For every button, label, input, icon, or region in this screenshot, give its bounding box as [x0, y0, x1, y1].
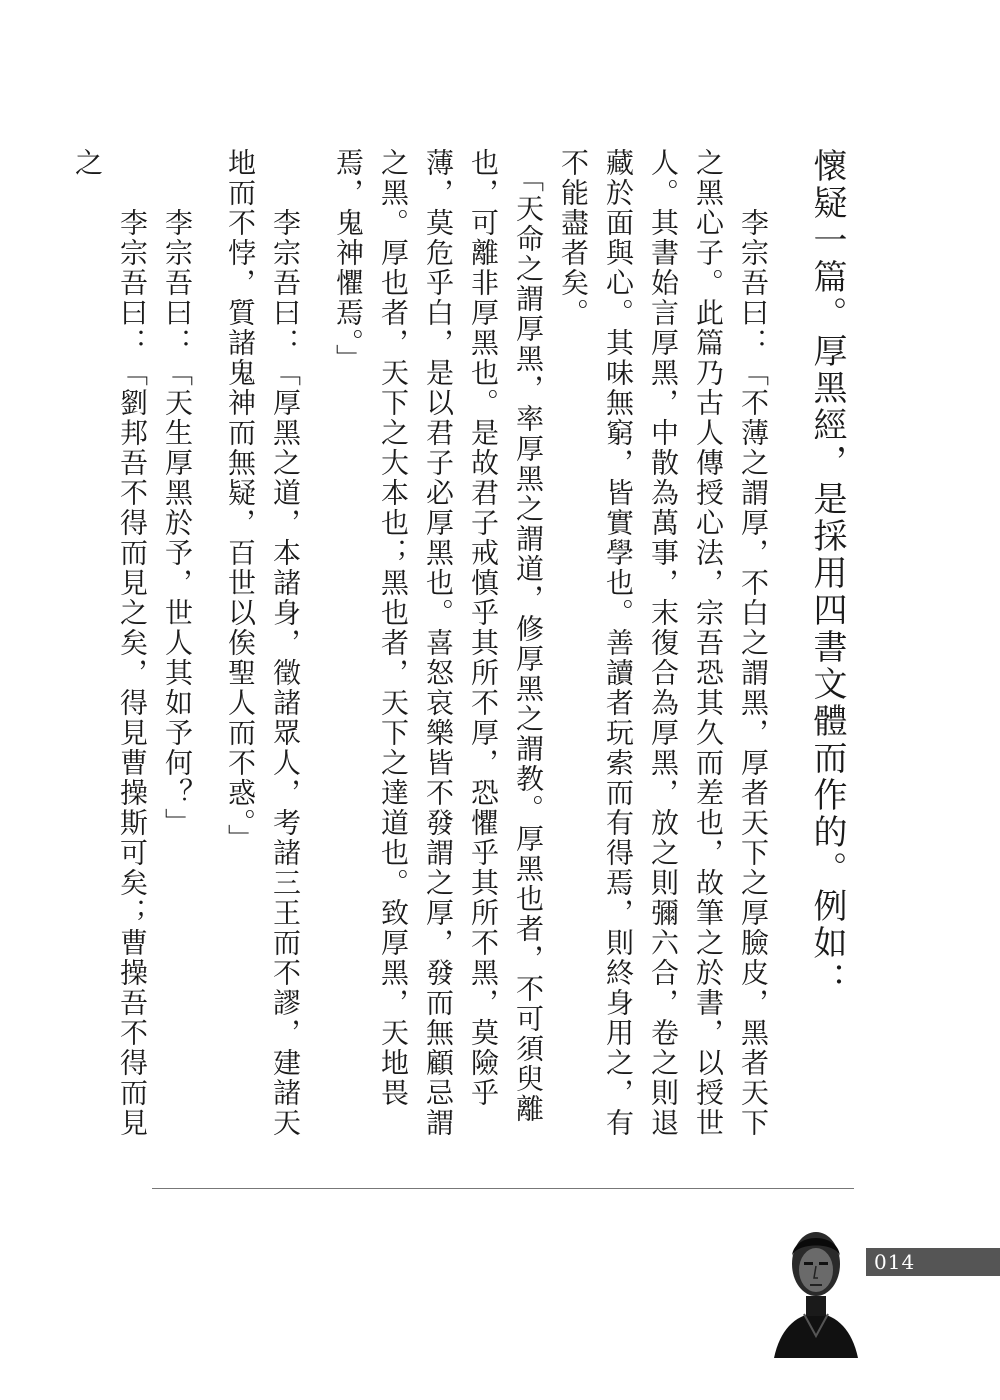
footer-divider	[152, 1188, 854, 1189]
paragraph-quote: 「天命之謂厚黑，率厚黑之謂道，修厚黑之謂教。厚黑也者，不可須臾離也，可離非厚黑也。是故君子戒慎乎其所不厚，恐懼乎其所不黑，莫險乎薄，莫危乎白，是以君子必厚黑也。喜怒哀樂皆不發謂之厚，發而無顧忌謂之黑。厚也者，天下之大本也；黑也者，天下之達道也。致厚黑，天地畏焉，鬼神懼焉。」	[332, 148, 545, 1138]
paragraph-liubang: 李宗吾曰：「劉邦吾不得而見之矣，得見曹操斯可矣；曹操吾不得而見之	[71, 148, 149, 1138]
vertical-text-body	[71, 148, 860, 1138]
paragraph-heaven: 李宗吾曰：「天生厚黑於予，世人其如予何？」	[161, 148, 194, 838]
intro-line: 懷疑一篇。厚黑經，是採用四書文體而作的。例如：	[807, 148, 847, 999]
paragraph-dao: 李宗吾曰：「厚黑之道，本諸身，徵諸眾人，考諸三王而不謬，建諸天地而不悖，質諸鬼神而無疑，百世以俟聖人而不惑。」	[224, 148, 302, 1138]
page-number: 014	[874, 1250, 916, 1274]
author-portrait-icon	[770, 1212, 862, 1360]
paragraph-preface: 李宗吾曰：「不薄之謂厚，不白之謂黑，厚者天下之厚臉皮，黑者天下之黑心子。此篇乃古人傳授心法，宗吾恐其久而差也，故筆之於書，以授世人。其書始言厚黑，中散為萬事，末復合為厚黑，放之則彌六合，卷之則退藏於面與心。其味無窮，皆實學也。善讀者玩索而有得焉，則終身用之，有不能盡者矣。	[557, 148, 770, 1138]
